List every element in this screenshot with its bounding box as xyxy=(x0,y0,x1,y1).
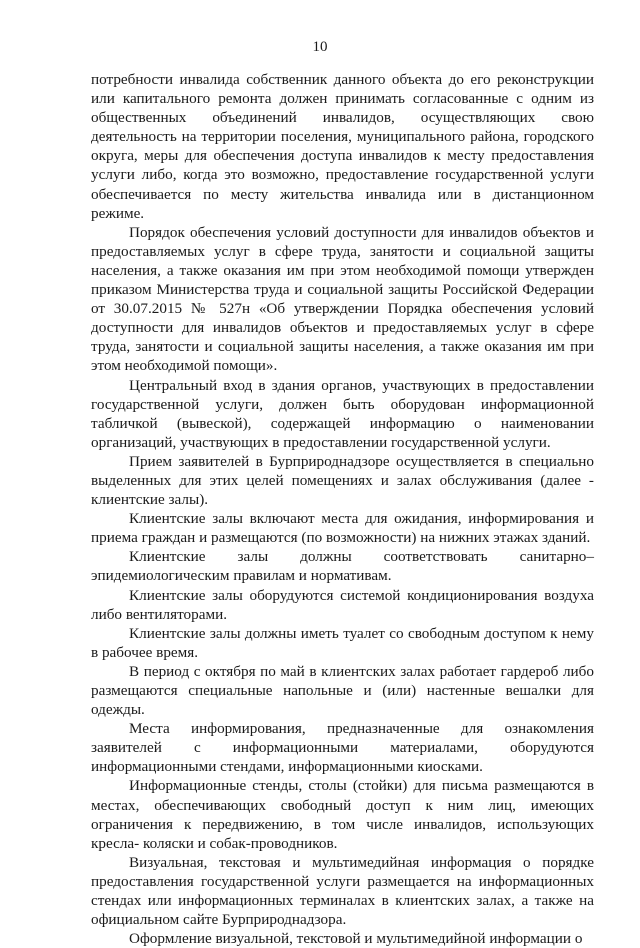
paragraph-sanitary-rules: Клиентские залы должны соответствовать санитарно–эпидемиологическим правилам и нормативам. xyxy=(91,548,594,585)
page-number: 10 xyxy=(312,39,328,55)
paragraph-air-conditioning: Клиентские залы оборудуются системой кондиционирования воздуха либо вентиляторами. xyxy=(91,586,594,623)
paragraph-reception-halls: Прием заявителей в Бурприроднадзоре осуществляется в специально выделенных для этих целей помещениях и залах обслуживания (далее - клиентские залы). xyxy=(91,452,594,509)
paragraph-info-design: Оформление визуальной, текстовой и мультимедийной информации о xyxy=(129,930,583,948)
paragraph-multimedia-info: Визуальная, текстовая и мультимедийная информация о порядке предоставления государственной услуги размещается на информационных стендах или информационных терминалах в клиентских залах, а также на официальном сайте Бурприроднадзора. xyxy=(91,853,594,929)
document-body xyxy=(91,70,594,948)
paragraph-accessibility-order: Порядок обеспечения условий доступности для инвалидов объектов и предоставляемых услуг в сфере труда, занятости и социальной защиты населения, а также оказания им при этом необходимой помощи утвержден приказом Министерства труда и социальной защиты Российской Федерации от 30.07.2015 № 527н «Об утверждении Порядка обеспечения условий доступности для инвалидов объектов и предоставляемых услуг в сфере труда, занятости и социальной защиты населения, а также оказания им при этом необходимой помощи». xyxy=(91,223,594,375)
paragraph-hall-areas: Клиентские залы включают места для ожидания, информирования и приема граждан и размещаются (по возможности) на нижних этажах зданий. xyxy=(91,510,594,547)
paragraph-information-places: Места информирования, предназначенные для ознакомления заявителей с информационными материалами, оборудуются информационными стендами, информационными киосками. xyxy=(91,720,594,776)
paragraph-wardrobe: В период с октября по май в клиентских залах работает гардероб либо размещаются специальные напольные и (или) настенные вешалки для одежды. xyxy=(91,662,594,719)
paragraph-entrance-sign: Центральный вход в здания органов, участвующих в предоставлении государственной услуги, должен быть оборудован информационной табличкой (вывеской), содержащей информацию о наименовании организаций, участвующих в предоставлении государственной услуги. xyxy=(91,376,594,451)
paragraph-information-stands: Информационные стенды, столы (стойки) для письма размещаются в местах, обеспечивающих свободный доступ к ним лиц, имеющих ограничения к передвижению, в том числе инвалидов, использующих кресла- коляски и собак-проводников. xyxy=(91,777,594,852)
paragraph-toilet: Клиентские залы должны иметь туалет со свободным доступом к нему в рабочее время. xyxy=(91,624,594,661)
paragraph-accessibility-measures: потребности инвалида собственник данного объекта до его реконструкции или капитального ремонта должен принимать согласованные с одним из общественных объединений инвалидов, осуществляющих свою деятельность на территории поселения, муниципального района, городского округа, меры для обеспечения доступа инвалидов к месту предоставления услуги либо, когда это возможно, предоставление государственной услуги обеспечивается по месту жительства инвалида или в дистанционном режиме. xyxy=(91,71,594,222)
